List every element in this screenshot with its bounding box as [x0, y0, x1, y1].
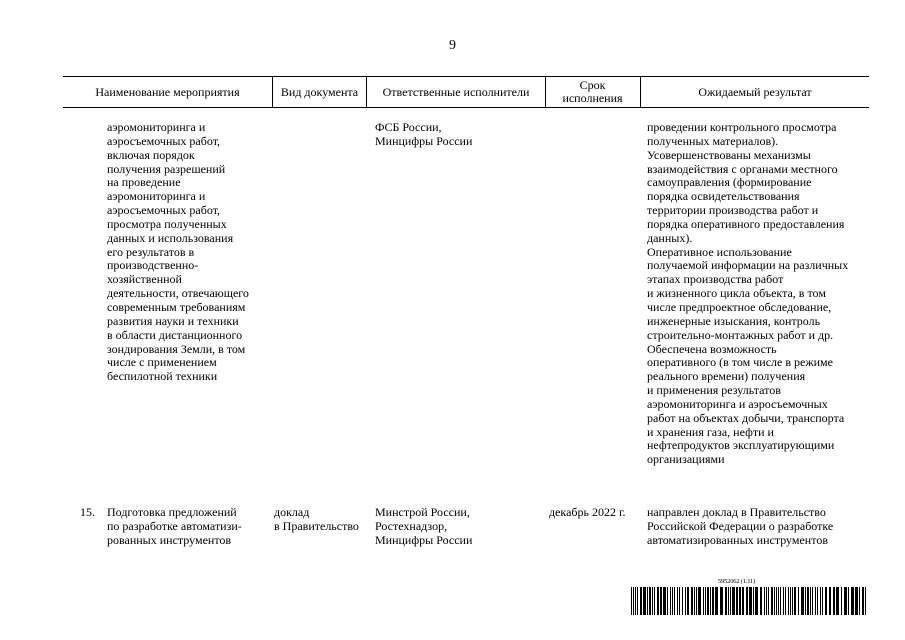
- row-15-name: Подготовка предложений по разработке автоматизи- рованных инструментов: [107, 505, 242, 547]
- row-continued-result: проведении контрольного просмотра полученных материалов). Усовершенствованы механизмы взаимодействия с органами местного самоуправления (формирование порядка освидетельствования территории производства работ и порядка оперативного предоставления данных). Оперативное использование получаемой информации на различных этапах производства работ и жизненного цикла объекта, в том числе предпроектное обследование, инженерные изыскания, контроль строительно-монтажных работ и др. Обеспечена возможность оперативного (в том числе в режиме реального времени) получения и применения результатов аэромониторинга и аэросъемочных работ на объектах добычи, транспорта и хранения газа, нефти и нефтепродуктов эксплуатирующими организациями: [647, 120, 849, 467]
- header-document-type: Вид документа: [280, 84, 359, 99]
- header-expected-result: Ожидаемый результат: [698, 84, 812, 99]
- header-deadline: Срок исполнения: [562, 78, 623, 105]
- header-divider: [545, 77, 546, 107]
- barcode: [631, 587, 868, 615]
- header-responsible-executors: Ответственные исполнители: [382, 84, 530, 99]
- row-15-number: 15.: [80, 505, 95, 519]
- page-number: 9: [449, 38, 456, 53]
- table-header-bottom-rule: [63, 107, 869, 108]
- row-15-executors: Минстрой России, Ростехнадзор, Минцифры России: [375, 505, 473, 547]
- row-15-deadline: декабрь 2022 г.: [549, 505, 626, 519]
- row-15-result: направлен доклад в Правительство Российской Федерации о разработке автоматизированных инструментов: [647, 505, 834, 547]
- row-15-doc-type: доклад в Правительство: [274, 505, 359, 533]
- row-continued-name: аэромониторинга и аэросъемочных работ, включая порядок получения разрешений на проведение аэромониторинга и аэросъемочных работ, просмотра полученных данных и использования его результатов в производственно- хозяйственной деятельности, отвечающего современным требованиям развития науки и техники в области дистанционного зондирования Земли, в том числе с применением беспилотной техники: [107, 120, 249, 384]
- row-continued-executors: ФСБ России, Минцифры России: [375, 120, 473, 148]
- barcode-label: 5952062 (1.11): [718, 578, 756, 585]
- header-name-of-measure: Наименование мероприятия: [95, 84, 240, 99]
